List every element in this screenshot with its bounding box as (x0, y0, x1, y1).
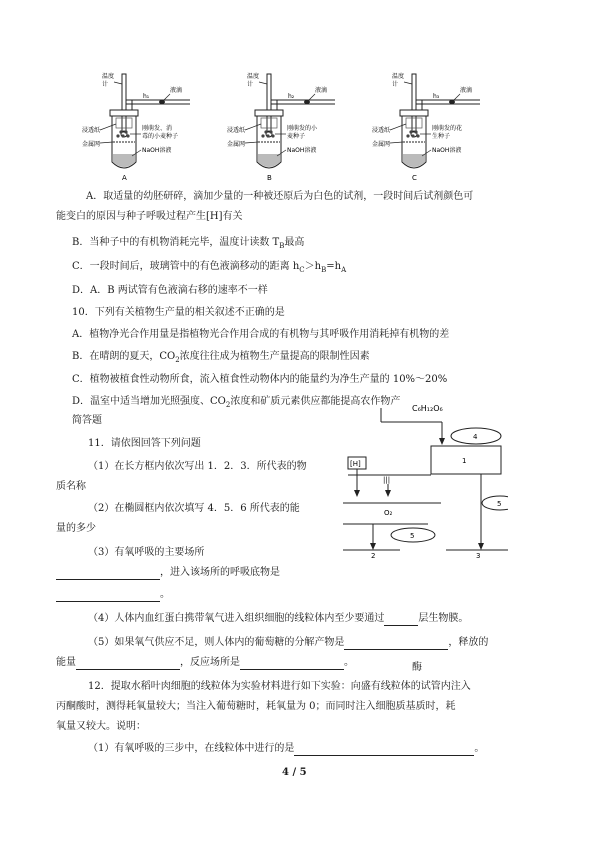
filter-paper-label: 浸透纸 (227, 127, 246, 134)
seed (266, 134, 269, 137)
leader-line (390, 124, 406, 130)
energy-oval-5 (482, 496, 508, 510)
thermometer (267, 74, 271, 132)
oval-5-label: 5 (497, 500, 502, 508)
seed (264, 130, 267, 133)
q9-option-d: D．A．B 两试管有色液滴右移的速率不一样 (72, 285, 268, 296)
thermometer (122, 74, 126, 132)
answer-blank[interactable] (384, 614, 418, 626)
small-mark: ||| (383, 476, 391, 484)
seed (271, 134, 274, 137)
q9-option-a-line1: A．取适量的幼胚研碎，滴加少量的一种被还原后为白色的试剂，一段时间后试剂颜色可 (86, 191, 474, 202)
q11-part2-line2: 量的多少 (56, 523, 96, 534)
filter-paper-label: 浸透纸 (372, 127, 391, 134)
leader-line (114, 82, 122, 84)
seed (411, 134, 414, 137)
thermometer-label: 温度 (392, 73, 405, 80)
apparatus-panel-a (82, 72, 190, 182)
answer-blank[interactable] (344, 638, 448, 650)
h-label: [H] (350, 460, 361, 468)
thermometer-label: 温度 (247, 73, 260, 80)
q11-part3: （3）有氧呼吸的主要场所 (88, 547, 205, 558)
panel-letter: C (412, 174, 417, 182)
q11-part5-line1: （5）如果氧气供应不足，则人体内的葡萄糖的分解产物是 ，释放的 (88, 637, 489, 648)
drop-label: 液滴 (460, 87, 473, 94)
glucose-label: C₆H₁₂O₆ (412, 404, 443, 413)
thermometer (412, 74, 416, 132)
leader-line (100, 142, 113, 143)
colored-drop (159, 100, 165, 104)
q11-part4: （4）人体内血红蛋白携带氧气进入组织细胞的线粒体内至少要通过 层生物膜。 (88, 613, 469, 624)
seed (121, 134, 124, 137)
colored-drop (449, 100, 455, 104)
leader-line (245, 142, 258, 143)
q10-option-b: B．在晴朗的夏天，$CO_2$浓度往往成为植物生产量提高的限制性因素 (72, 351, 370, 364)
distance-label: h₃ (433, 93, 440, 100)
q11-part3-cont: ，进入该场所的呼吸底物是 (56, 566, 280, 580)
oval-6-label: 5 (410, 532, 415, 540)
seeds-label: 刚萌发的花 (432, 125, 463, 132)
seed (124, 130, 127, 133)
panel-letter: B (267, 174, 272, 182)
thermometer-label: 计 (392, 81, 399, 88)
leader-line (100, 124, 116, 130)
seeds-label: 麦种子 (287, 133, 306, 140)
leader-line (390, 142, 403, 143)
filter-paper (116, 118, 132, 128)
mesh-label: 金属网 (372, 141, 391, 148)
q11-part1-line2: 质名称 (56, 481, 86, 492)
q11-part2-line1: （2）在椭圆框内依次填写 4．5．6 所代表的能 (88, 503, 300, 514)
seeds-label: 刚萌发的小 (287, 125, 318, 132)
leader-line (245, 124, 261, 130)
seed (126, 134, 129, 137)
stopper (110, 110, 138, 116)
enzyme-note: 酶 (412, 662, 422, 673)
seed (409, 130, 412, 133)
q9-option-a-line2: 能变白的原因与种子呼吸过程产生[H]有关 (56, 211, 243, 222)
filter-paper (406, 118, 422, 128)
q12-line2: 丙酮酸时，测得耗氧量较大；当注入葡萄糖时，耗氧量为 0；而同时注入细胞质基质时，耗 (56, 701, 456, 712)
respiration-flow-diagram (338, 400, 508, 574)
answer-blank[interactable] (240, 658, 344, 670)
q10-option-a: A．植物净光合作用量是指植物光合作用合成的有机物与其呼吸作用消耗掉有机物的差 (72, 329, 450, 340)
seed (416, 134, 419, 137)
q10-stem: 10．下列有关植物生产量的相关叙述不正确的是 (72, 307, 285, 318)
box-1-label: 1 (462, 457, 467, 465)
thermometer-label: 温度 (102, 73, 115, 80)
colored-drop (304, 100, 310, 104)
thermometer-label: 计 (102, 81, 109, 88)
leader-line (454, 94, 460, 100)
q11-stem: 11．请依图回答下列问题 (88, 438, 201, 449)
thermometer-label: 计 (247, 81, 254, 88)
mesh-label: 金属网 (82, 141, 101, 148)
box-3-label: 3 (476, 552, 481, 560)
seeds-label: 生种子 (432, 133, 451, 140)
seed (414, 130, 417, 133)
solution-label: NaOH溶液 (142, 147, 172, 154)
stopper (400, 110, 428, 116)
leader-line (259, 82, 267, 84)
apparatus-panel-c (372, 72, 480, 182)
page-number: 4 / 5 (282, 767, 307, 778)
filter-paper-label: 浸透纸 (82, 127, 101, 134)
distance-label: h₁ (143, 93, 150, 100)
q10-option-d: D．温室中适当增加光照强度、$CO_2$浓度和矿质元素供应都能提高农作物产 (72, 396, 401, 409)
q10-option-c: C．植物被植食性动物所食，流入植食性动物体内的能量约为净生产量的 10%～20% (72, 374, 448, 385)
solution-label: NaOH溶液 (432, 147, 462, 154)
q9-option-b: B．当种子中的有机物消耗完毕，温度计读数 $T_B$最高 (72, 237, 305, 250)
apparatus-panel-b (227, 72, 335, 182)
stopper (255, 110, 283, 116)
seeds-label: 毒的小麦种子 (142, 133, 179, 140)
mesh-label: 金属网 (227, 141, 246, 148)
answer-blank[interactable] (56, 568, 160, 580)
answer-blank[interactable] (294, 744, 474, 756)
drop-label: 液滴 (315, 87, 328, 94)
q12-line1: 12．提取水稻叶肉细胞的线粒体为实验材料进行如下实验：向盛有线粒体的试管内注入 (88, 681, 471, 692)
leader-line (309, 94, 315, 100)
seed (119, 130, 122, 133)
leader-line (404, 82, 412, 84)
answer-blank[interactable] (56, 590, 160, 602)
seed (269, 130, 272, 133)
seed (116, 134, 119, 137)
apparatus-figure (80, 70, 520, 182)
q11-part1-line1: （1）在长方框内依次写出 1．2．3．所代表的物 (88, 461, 307, 472)
q12-line3: 氧量又较大。说明： (56, 721, 146, 732)
seed (406, 134, 409, 137)
distance-label: h₂ (288, 93, 295, 100)
seeds-label: 刚萌发、消 (142, 125, 173, 132)
filter-paper (261, 118, 277, 128)
answer-blank[interactable] (76, 658, 180, 670)
solution-label: NaOH溶液 (287, 147, 317, 154)
panel-letter: A (122, 174, 127, 182)
drop-label: 液滴 (170, 87, 183, 94)
box-2-label: 2 (371, 552, 376, 560)
q11-part5-line2: 能量 ，反应场所是 。 (56, 657, 354, 668)
oval-4-label: 4 (473, 433, 478, 441)
q11-part3-end: 。 (56, 588, 170, 602)
q9-option-c: C．一段时间后，玻璃管中的有色液滴移动的距离 $h_C>h_B=h_A$ (72, 261, 347, 274)
section-title: 简答题 (72, 415, 102, 426)
seed (261, 134, 264, 137)
leader-line (164, 94, 170, 100)
o2-label: O₂ (384, 509, 393, 517)
q12-part1: （1）有氧呼吸的三步中，在线粒体中进行的是 。 (88, 743, 485, 754)
